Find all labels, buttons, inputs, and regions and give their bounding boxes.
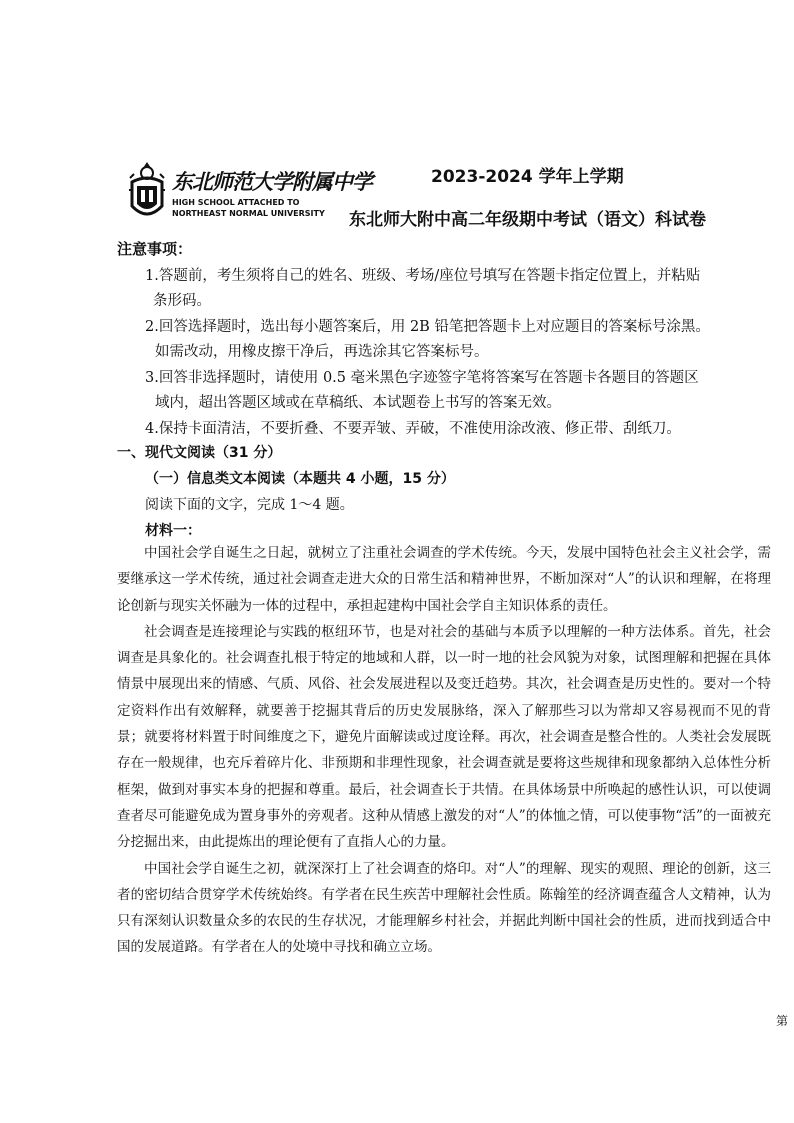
notice-line: 3.回答非选择题时，请使用 0.5 毫米黑色字迹签字笔将答案写在答题卡各题目的答题区 [145,370,699,386]
notice-line: 2.回答选择题时，选出每小题答案后，用 2B 铅笔把答题卡上对应题目的答案标号涂黑。 [145,319,710,335]
paragraph: 中国社会学自诞生之日起，就树立了注重社会调查的学术传统。今天，发展中国特色社会主义社会学，需要继承这一学术传统，通过社会调查走进大众的日常生活和精神世界，不断加深对“人”的认识和理解，在将理论创新与现实关怀融为一体的过程中，承担起建构中国社会学自主知识体系的责任。 [117,545,771,614]
notice-heading: 注意事项： [117,240,193,258]
notice-line: 4.保持卡面清洁，不要折叠、不要弄皱、弄破，不准使用涂改液、修正带、刮纸刀。 [145,421,681,437]
notice-line: 域内，超出答题区域或在草稿纸、本试题卷上书写的答案无效。 [155,395,561,411]
notice-line: 条形码。 [153,293,211,309]
reading-passage [117,540,771,961]
section-heading: 一、现代文阅读（31 分） [117,445,282,461]
school-name-cn: 东北师范大学附属中学 [172,169,372,194]
notice-line: 1.答题前，考生须将自己的姓名、班级、考场/座位号填写在答题卡指定位置上，并粘贴 [145,268,701,284]
reading-instruction: 阅读下面的文字，完成 1～4 题。 [145,497,354,513]
material-label: 材料一： [145,523,201,539]
school-name-en [172,197,325,219]
school-name-en-line2: NORTHEAST NORMAL UNIVERSITY [172,209,325,218]
school-logo [128,160,372,230]
paragraph: 社会调查是连接理论与实践的枢纽环节，也是对社会的基础与本质予以理解的一种方法体系。首先，社会调查是具象化的。社会调查扎根于特定的地域和人群，以一时一地的社会风貌为对象，试图理解和把握在具体情景中展现出来的情感、气质、风俗、社会发展进程以及变迁趋势。其次，社会调查是历史性的。要对一个特定资料作出有效解释，就要善于挖掘其背后的历史发展脉络，深入了解那些习以为常却又容易视而不见的背景；就要将材料置于时间维度之下，避免片面解读或过度诠释。再次，社会调查是整合性的。人类社会发展既存在一般规律，也充斥着碎片化、非预期和非理性现象，社会调查就是要将这些规律和现象都纳入总体性分析框架，做到对事实本身的把握和尊重。最后，社会调查长于共情。在具体场景中所唤起的感性认识，可以使调查者尽可能避免成为置身事外的旁观者。这种从情感上激发的对“人”的体恤之情，可以使事物“活”的一面被充分挖掘出来，由此提炼出的理论便有了直指人心的力量。 [117,623,771,851]
page-marker: 第 [776,1014,789,1028]
notice-line: 如需改动，用橡皮擦干净后，再选涂其它答案标号。 [155,344,489,360]
school-crest-icon [128,160,166,224]
subsection-heading: （一）信息类文本阅读（本题共 4 小题，15 分） [145,471,455,487]
exam-term-title: 2023-2024 学年上学期 [431,167,624,187]
paragraph: 中国社会学自诞生之初，就深深打上了社会调查的烙印。对“人”的理解、现实的观照、理论的创新，这三者的密切结合贯穿学术传统始终。有学者在民生疾苦中理解社会性质。陈翰笙的经济调查蕴含人文精神，认为只有深刻认识数量众多的农民的生存状况，才能理解乡村社会，并据此判断中国社会的性质，进而找到适合中国的发展道路。有学者在人的处境中寻找和确立立场。 [117,860,771,956]
exam-title: 东北师大附中高二年级期中考试（语文）科试卷 [349,210,706,230]
school-name-en-line1: HIGH SCHOOL ATTACHED TO [172,198,300,207]
